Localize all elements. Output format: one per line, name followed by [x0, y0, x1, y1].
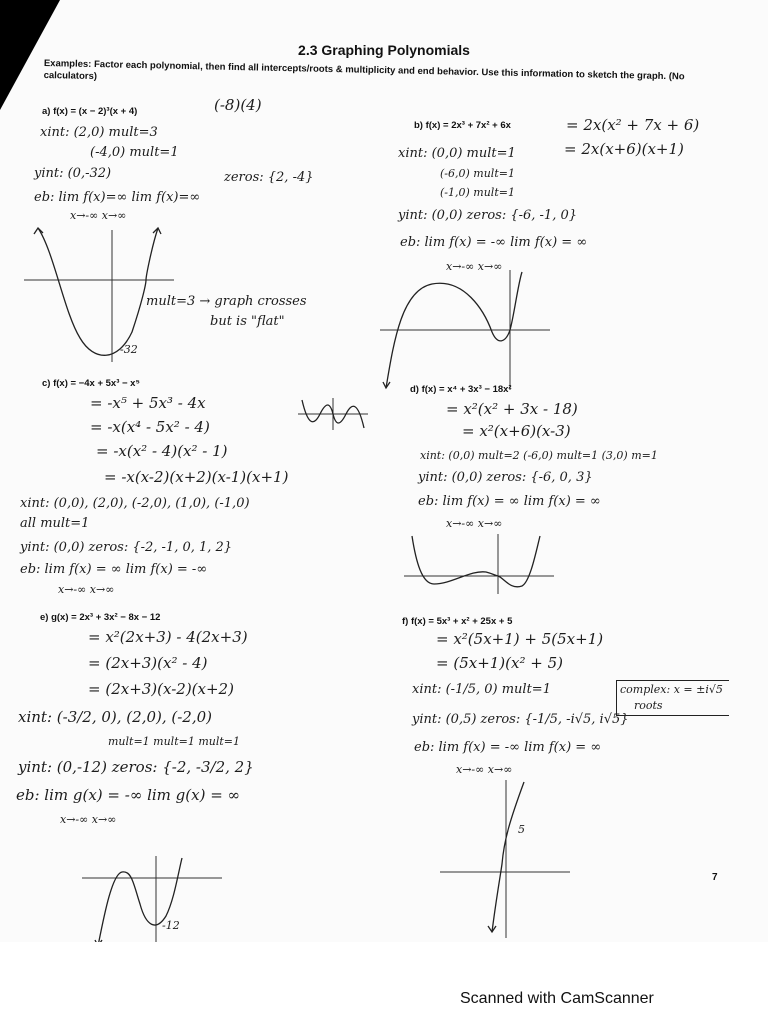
camscanner-footer: Scanned with CamScanner — [460, 990, 654, 1007]
problem-e-line: eb: lim g(x) = -∞ lim g(x) = ∞ — [16, 786, 241, 804]
instructions: Examples: Factor each polynomial, then find all intercepts/roots & multiplicity and end behavior. Use this information to sketch the graph. (No calculators) — [43, 58, 685, 83]
problem-d-line: = x²(x+6)(x-3) — [462, 422, 571, 440]
problem-d-line: = x²(x² + 3x - 18) — [446, 400, 578, 418]
problem-d-line: x→-∞ x→∞ — [446, 517, 503, 530]
problem-a-line: xint: (2,0) mult=3 — [40, 125, 158, 140]
problem-b-line: = 2x(x² + 7x + 6) — [566, 116, 700, 134]
problem-c-line: = -x(x-2)(x+2)(x-1)(x+1) — [104, 468, 289, 486]
problem-f-line: = x²(5x+1) + 5(5x+1) — [436, 630, 604, 648]
problem-e-line: = (2x+3)(x-2)(x+2) — [88, 680, 234, 698]
problem-e-ylabel: -12 — [162, 919, 180, 932]
problem-e-line: mult=1 mult=1 mult=1 — [108, 735, 240, 748]
problem-c-line: = -x(x⁴ - 5x² - 4) — [90, 418, 210, 436]
problem-e-line: x→-∞ x→∞ — [60, 813, 117, 826]
problem-b-line: (-6,0) mult=1 — [440, 167, 515, 180]
problem-c-sketch — [298, 396, 368, 432]
curve — [38, 228, 158, 355]
problem-e-line: yint: (0,-12) zeros: {-2, -3/2, 2} — [18, 758, 254, 776]
problem-c-line: xint: (0,0), (2,0), (-2,0), (1,0), (-1,0) — [20, 496, 250, 511]
problem-a-sketch — [24, 222, 174, 372]
problem-a-line: (-4,0) mult=1 — [90, 145, 179, 160]
problem-e-line: = (2x+3)(x² - 4) — [88, 654, 208, 672]
page-title: 2.3 Graphing Polynomials — [298, 42, 470, 58]
problem-f-complex-note: complex: x = ±i√5 — [620, 683, 723, 696]
problem-a-label: a) f(x) = (x − 2)³(x + 4) — [42, 106, 138, 117]
problem-b-line: = 2x(x+6)(x+1) — [564, 140, 684, 158]
problem-c-line: eb: lim f(x) = ∞ lim f(x) = -∞ — [20, 562, 208, 577]
problem-d-line: yint: (0,0) zeros: {-6, 0, 3} — [418, 470, 593, 485]
problem-c-line: all mult=1 — [20, 516, 90, 531]
problem-b-line: xint: (0,0) mult=1 — [398, 146, 516, 161]
problem-b-line: (-1,0) mult=1 — [440, 186, 515, 199]
problem-a-line: x→-∞ x→∞ — [70, 209, 127, 222]
problem-b-line: x→-∞ x→∞ — [446, 260, 503, 273]
problem-c-line: x→-∞ x→∞ — [58, 583, 115, 596]
problem-b-line: yint: (0,0) zeros: {-6, -1, 0} — [398, 208, 577, 223]
problem-b-sketch — [380, 270, 550, 395]
problem-a-line: yint: (0,-32) — [34, 166, 112, 181]
problem-d-line: xint: (0,0) mult=2 (-6,0) mult=1 (3,0) m=1 — [420, 449, 658, 462]
problem-d-line: eb: lim f(x) = ∞ lim f(x) = ∞ — [418, 494, 601, 509]
curve — [98, 858, 182, 942]
problem-f-line: = (5x+1)(x² + 5) — [436, 654, 563, 672]
problem-c-line: = -x(x² - 4)(x² - 1) — [96, 442, 228, 460]
problem-b-line: eb: lim f(x) = -∞ lim f(x) = ∞ — [400, 235, 588, 250]
problem-e-label: e) g(x) = 2x³ + 3x² − 8x − 12 — [40, 612, 161, 623]
problem-f-label: f) f(x) = 5x³ + x² + 25x + 5 — [402, 616, 513, 627]
problem-f-line: eb: lim f(x) = -∞ lim f(x) = ∞ — [414, 740, 602, 755]
problem-a-note: mult=3 → graph crosses — [146, 294, 307, 309]
page-number: 7 — [712, 872, 718, 883]
problem-a-ylabel: -32 — [120, 343, 138, 356]
problem-a-note: but is "flat" — [210, 314, 285, 329]
problem-d-label: d) f(x) = x⁴ + 3x³ − 18x² — [410, 384, 512, 395]
problem-d-sketch — [404, 532, 554, 594]
curve — [492, 782, 524, 932]
problem-f-sketch — [440, 780, 570, 940]
problem-c-label: c) f(x) = −4x + 5x³ − x⁵ — [42, 378, 140, 389]
problem-f-line: xint: (-1/5, 0) mult=1 — [412, 682, 551, 697]
problem-f-line: yint: (0,5) zeros: {-1/5, -i√5, i√5} — [412, 712, 629, 727]
problem-a-line: eb: lim f(x)=∞ lim f(x)=∞ — [34, 190, 201, 205]
problem-c-line: yint: (0,0) zeros: {-2, -1, 0, 1, 2} — [20, 540, 233, 555]
problem-e-line: = x²(2x+3) - 4(2x+3) — [88, 628, 248, 646]
problem-a-calc: (-8)(4) — [214, 96, 262, 114]
problem-f-complex-note2: roots — [634, 699, 663, 712]
problem-f-line: x→-∞ x→∞ — [456, 763, 513, 776]
problem-a-zeros: zeros: {2, -4} — [224, 170, 314, 185]
problem-b-label: b) f(x) = 2x³ + 7x² + 6x — [414, 120, 511, 131]
curve — [412, 536, 540, 587]
problem-c-line: = -x⁵ + 5x³ - 4x — [90, 394, 206, 412]
problem-f-ylabel: 5 — [518, 823, 525, 836]
problem-e-line: xint: (-3/2, 0), (2,0), (-2,0) — [18, 708, 213, 726]
problem-e-sketch — [82, 856, 222, 942]
